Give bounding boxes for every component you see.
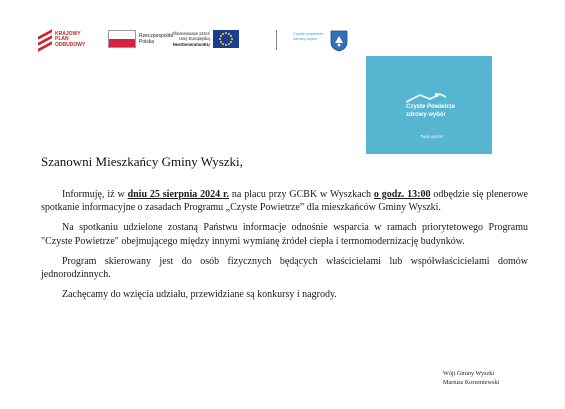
logo-divider xyxy=(276,30,277,50)
kpo-mark-icon xyxy=(38,30,52,50)
eu-logo xyxy=(172,30,239,48)
czyste-powietrze-small-logo xyxy=(293,32,323,41)
eu-star-icon xyxy=(230,41,232,43)
kpo-logo xyxy=(38,30,85,50)
logo-strip xyxy=(38,26,358,56)
cp-small-line1: Czyste powietrze xyxy=(293,31,324,36)
signature-title: Wójt Gminy Wyszki xyxy=(443,370,495,377)
eu-star-icon xyxy=(222,43,224,45)
letter-body xyxy=(41,188,528,308)
paragraph-4: Zachęcamy do wzięcia udziału, przewidziane są konkursy i nagrody. xyxy=(62,289,337,301)
eu-star-icon xyxy=(220,35,222,37)
poland-line2: Polska xyxy=(139,39,155,45)
eu-star-icon xyxy=(225,32,227,34)
event-date: dniu 25 sierpnia 2024 r. xyxy=(127,189,230,200)
signature-block xyxy=(443,369,499,387)
czyste-powietrze-badge xyxy=(366,56,492,154)
eu-line1: Sfinansowane przez xyxy=(172,30,210,36)
eu-star-icon xyxy=(225,44,227,46)
signature-name: Mariusz Korzeniewski xyxy=(443,379,500,386)
eu-star-icon xyxy=(231,38,233,40)
eu-line2: Unię Europejską xyxy=(178,36,210,42)
paragraph-2: Na spotkaniu udzielone zostaną Państwu informacje odnośnie wsparcia w ramach priorytetowego Programu "Czyste Powietrze" obejmującego między innymi wymianę źródeł ciepła i termomodernizację budynków. xyxy=(41,222,528,247)
event-time: o godz. 13:00 xyxy=(373,189,431,200)
badge-slogan: Twój wybór! xyxy=(420,134,444,139)
poland-logo xyxy=(108,30,173,48)
kpo-line3: ODBUDOWY xyxy=(55,41,86,48)
badge-title: Czyste Powietrze xyxy=(406,104,456,110)
greeting: Szanowni Mieszkańcy Gminy Wyszki, xyxy=(41,154,243,169)
eu-flag-icon xyxy=(213,30,239,48)
eu-star-icon xyxy=(228,43,230,45)
kpo-line1: KRAJOWY xyxy=(55,30,81,37)
badge-subtitle: zdrowy wybór xyxy=(406,112,447,118)
house-roof-icon xyxy=(406,92,446,104)
eu-star-icon xyxy=(219,38,221,40)
poland-line1: Rzeczpospolita xyxy=(139,33,173,39)
p1-text-c: odbędzie się plenerowe spotkanie informacyjne o zasadach Programu „Czyste Powietrze” dla mieszkańców Gminy Wyszki. xyxy=(41,189,528,214)
paragraph-1 xyxy=(41,188,528,214)
eu-line3: NextGenerationEU xyxy=(172,41,210,47)
kpo-line2: PLAN xyxy=(55,36,69,43)
eu-star-icon xyxy=(220,41,222,43)
municipal-shield-icon xyxy=(330,30,348,52)
p1-text-a: Informuję, iż w xyxy=(62,189,128,200)
cp-small-line2: zdrowy wybór xyxy=(293,35,318,41)
poland-flag-icon xyxy=(108,30,136,48)
eu-star-icon xyxy=(230,35,232,37)
eu-star-icon xyxy=(222,33,224,35)
paragraph-3: Program skierowany jest do osób fizycznych będących właścicielami lub współwłaścicielami domów jednorodzinnych. xyxy=(41,255,528,281)
p1-text-b: na placu przy GCBK w Wyszkach xyxy=(229,189,374,200)
